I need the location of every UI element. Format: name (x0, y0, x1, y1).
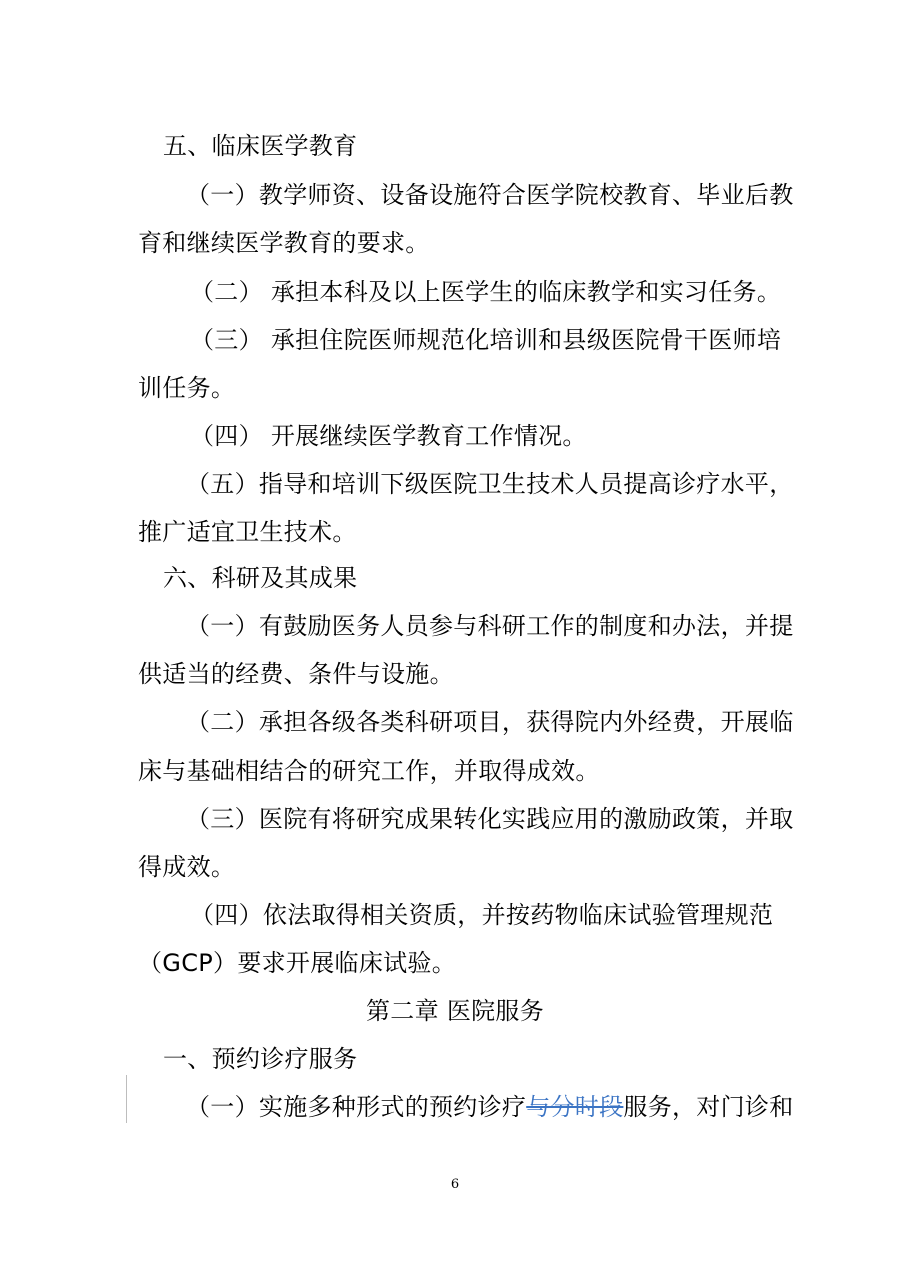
paragraph-line-with-revision (186, 1091, 794, 1123)
paragraph-line: （五）指导和培训下级医院卫生技术人员提高诊疗水平， (186, 470, 794, 498)
text-run: 服务，对门诊和 (623, 1093, 794, 1121)
paragraph-line: 训任务。 (138, 374, 236, 402)
paragraph-line: （二） 承担本科及以上医学生的临床教学和实习任务。 (190, 278, 782, 306)
revision-change-bar (126, 1075, 127, 1123)
paragraph-line: （一）有鼓励医务人员参与科研工作的制度和办法，并提 (186, 612, 794, 640)
paragraph-line: （四）依法取得相关资质，并按药物临床试验管理规范 (190, 901, 774, 929)
paragraph-line: 得成效。 (138, 853, 236, 881)
paragraph-line: 床与基础相结合的研究工作，并取得成效。 (138, 757, 600, 785)
paragraph-line: （四） 开展继续医学教育工作情况。 (190, 422, 587, 450)
paragraph-line: 育和继续医学教育的要求。 (138, 229, 430, 257)
paragraph-line: （三） 承担住院医师规范化培训和县级医院骨干医师培 (190, 326, 782, 354)
paragraph-line: 推广适宜卫生技术。 (138, 518, 357, 546)
page-number: 6 (450, 1177, 460, 1192)
paragraph-line: （二）承担各级各类科研项目，获得院内外经费，开展临 (186, 708, 794, 736)
paragraph-line: （一）教学师资、设备设施符合医学院校教育、毕业后教 (186, 181, 794, 209)
paragraph-line: （GCP）要求开展临床试验。 (138, 949, 457, 977)
text-run: （一）实施多种形式的预约诊疗 (186, 1093, 527, 1121)
section-heading-appointment: 一、预约诊疗服务 (163, 1045, 358, 1073)
deleted-text-revision: 与分时段 (526, 1093, 624, 1121)
section-heading-research: 六、科研及其成果 (163, 564, 358, 592)
paragraph-line: 供适当的经费、条件与设施。 (138, 660, 454, 688)
paragraph-line: （三）医院有将研究成果转化实践应用的激励政策，并取 (186, 805, 794, 833)
section-heading-clinical-education: 五、临床医学教育 (163, 132, 358, 160)
chapter-title: 第二章 医院服务 (365, 997, 545, 1025)
